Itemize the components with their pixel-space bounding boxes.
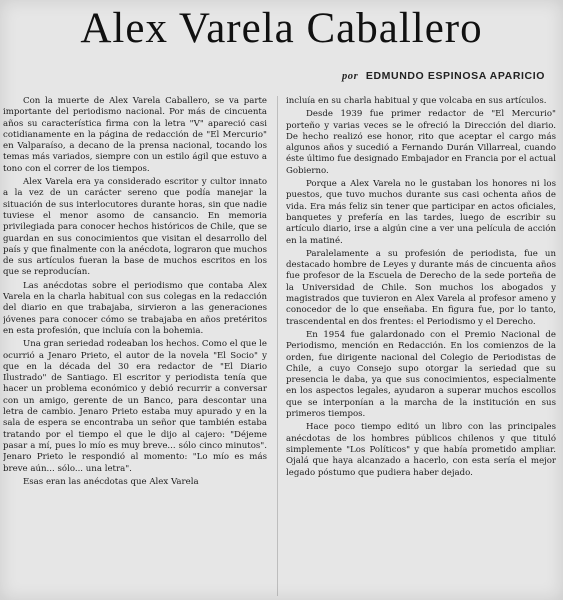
right-column: [286, 96, 556, 600]
article-title: Alex Varela Caballero: [80, 5, 483, 52]
left-column: [3, 96, 267, 600]
article-byline: [342, 70, 545, 82]
byline-author: EDMUNDO ESPINOSA APARICIO: [365, 70, 545, 82]
paragraph: Esas eran las anécdotas que Alex Varela: [23, 476, 199, 487]
paragraph: Paralelamente a su profesión de periodista, fue un destacado hombre de Leyes y durante más de cincuenta años fue profesor de la Escuela de Derecho de la sede porteña de la Universidad de Chile. Son muchos los abogados y magistrados que tuvieron en Alex Varela al profesor ameno y conocedor de lo que enseñaba. En figura fue, por lo tanto, trascendental en dos frentes: el Periodismo y el Derecho.: [286, 248, 556, 327]
paragraph: Desde 1939 fue primer redactor de "El Mercurio" porteño y varias veces se le ofreció la Dirección del diario. De hecho realizó ese honor, rito que aceptar el cargo más algunos años y sucedió a Fernando Durán Villarreal, cuando éste último fue designado Embajador en Francia por el actual Gobierno.: [286, 109, 556, 176]
paragraph: Las anécdotas sobre el periodismo que contaba Alex Varela en la charla habitual con sus colegas en la redacción del diario en que trabajaba, sirvieron a las generaciones jóvenes para conocer cómo se trabajaba en años pretéritos en esta profesión, que incluía con la bohemia.: [3, 280, 267, 336]
paragraph: incluía en su charla habitual y que volcaba en sus artículos.: [286, 96, 547, 106]
paragraph: Una gran seriedad rodeaban los hechos. Como el que le ocurrió a Jenaro Prieto, el autor de la novela "El Socio" y que en la década del 30 era redactor de "El Diario Ilustrado" de Santiago. El escritor y periodista tenía que hacer un problema económico y debió recurrir a conversar con un amigo, gerente de un Banco, para descontar una letra de cambio. Jenaro Prieto estaba muy apurado y en la sala de espera se encontraba un señor que también estaba tratando por el tiempo el que le dijo al cajero: "Déjeme pasar a mí, pues lo mío es muy breve... sólo cinco minutos". Jenaro Prieto le respondió al momento: "Lo mío es más breve aún... sólo... una letra".: [3, 339, 267, 474]
paragraph: Hace poco tiempo editó un libro con las principales anécdotas de los hombres públicos chilenos y que tituló simplemente "Los Políticos" y que había prometido ampliar. Ojalá que haya alcanzado a hacerlo, con esta sería el mejor legado póstumo que pudiera haber dejado.: [286, 422, 556, 478]
column-divider: [277, 96, 278, 596]
byline-prefix: por: [341, 71, 359, 82]
paragraph: Con la muerte de Alex Varela Caballero, se va parte importante del periodismo nacional. Por más de cincuenta años su característica firma con la letra "V" apareció casi cotidianamente en la página de redacción de "El Mercurio" en Valparaíso, a decano de la prensa nacional, tocando los temas más variados, siempre con un estilo ágil que estuvo a tono con el correr de los tiempos.: [3, 96, 267, 174]
paragraph: Porque a Alex Varela no le gustaban los honores ni los puestos, que tuvo muchos durante sus casi ochenta años de vida. Era más feliz sin tener que participar en actos oficiales, banquetes y prefería en las tardes, luego de escribir su artículo diario, irse a algún cine a ver una película de acción en la matiné.: [286, 179, 556, 246]
paragraph: Alex Varela era ya considerado escritor y cultor innato a la vez de un carácter sereno que podía manejar la situación de sus interlocutores durante horas, sin que nadie tuviese el menor asomo de cansancio. En memoria privilegiada para conocer hechos históricos de Chile, que se guardan en sus conocimientos que visitan el desarrollo del país y que finalmente con la anécdota, lograron que muchos de sus artículos fueran la base de muchos escritos en los que se reproducían.: [3, 177, 267, 278]
paragraph: En 1954 fue galardonado con el Premio Nacional de Periodismo, mención en Redacción. En los comienzos de la orden, fue dirigente nacional del Colegio de Periodistas de Chile, a cuyo Consejo supo otorgar la seriedad que su presencia le daba, ya que sus conocimientos, especialmente en los aspectos legales, ayudaron a superar muchos escollos que se interponían a la marcha de la institución en sus primeros tiempos.: [286, 329, 556, 420]
